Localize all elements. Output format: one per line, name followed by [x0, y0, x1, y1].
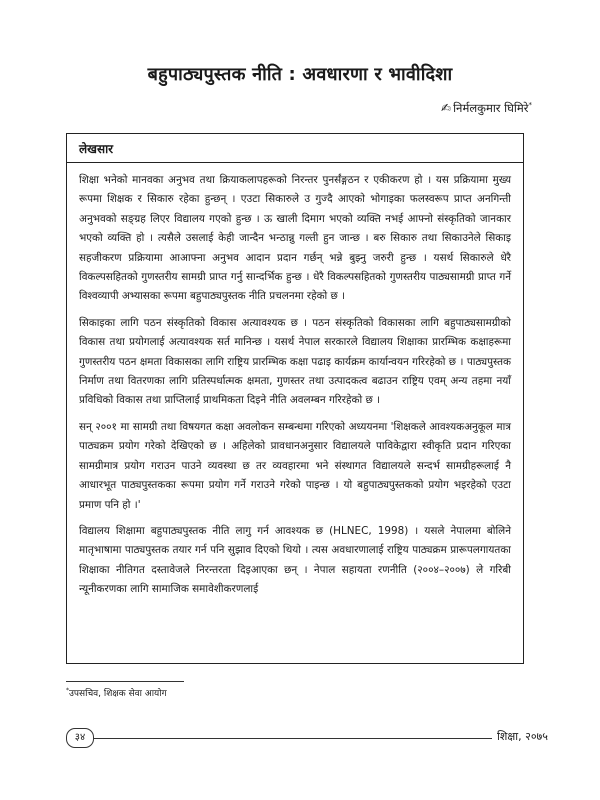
author-footnote-mark: *: [528, 101, 532, 110]
author-line: [441, 101, 532, 116]
footnote-divider: [66, 681, 184, 682]
abstract-heading: लेखसार: [79, 142, 114, 156]
abstract-box: [66, 133, 524, 664]
abstract-paragraph-3: सन् २००१ मा सामग्री तथा विषयगत कक्षा अवलोकन सम्बन्धमा गरिएको अध्ययनमा 'शिक्षकले आवश्यकअनुकूल मात्र पाठ्यक्रम प्रयोग गरेको देखिएको छ । अहिलेको प्रावधानअनुसार विद्यालयले पाविकेद्वारा स्वीकृति प्रदान गरिएका सामग्रीमात्र प्रयोग गराउन पाउने व्यवस्था छ तर व्यवहारमा भने संस्थागत विद्यालयले सन्दर्भ सामग्रीहरूलाई नै आधारभूत पाठ्यपुस्तकका रूपमा प्रयोग गर्ने गराउने गरेको पाइन्छ । यो बहुपाठ्यपुस्तकको प्रयोग भइरहेको एउटा प्रमाण पनि हो ।': [79, 420, 511, 511]
page-number: ३४: [66, 728, 94, 748]
footnote-text: उपसचिव, शिक्षक सेवा आयोग: [69, 689, 167, 699]
footnote: [66, 686, 167, 699]
author-name: निर्मलकुमार घिमिरे: [453, 101, 529, 115]
abstract-paragraph-1: शिक्षा भनेको मानवका अनुभव तथा क्रियाकलापहरूको निरन्तर पुनर्संङ्गठन र एकीकरण हो । यस प्रक्रियामा मुख्य रूपमा शिक्षक र सिकारु रहेका हुन्छन् । एउटा सिकारुले उ गुज्दै आएको भोगाइका फलस्वरूप प्राप्त अनगिन्ती अनुभवको सङ्ग्रह लिएर विद्यालय गएको हुन्छ । ऊ खाली दिमाग भएको व्यक्ति नभई आफ्नो संस्कृतिको जानकार भएको व्यक्ति हो । त्यसैले उसलाई केही जान्दैन भन्ठान्नु गल्ती हुन जान्छ । बरु सिकारु तथा सिकाउनेले सिकाइ सहजीकरण प्रक्रियामा आआफ्ना अनुभव आदान प्रदान गर्छन् भन्ने बुझ्नु जरुरी हुन्छ । यसर्थ सिकारुले धेरै विकल्पसहितको गुणस्तरीय सामग्री प्राप्त गर्नु सान्दर्भिक हुन्छ । धेरै विकल्पसहितको गुणस्तरीय पाठ्यसामग्री प्राप्त गर्ने विश्वव्यापी अभ्यासका रूपमा बहुपाठ्यपुस्तक नीति प्रचलनमा रहेको छ ।: [79, 174, 511, 303]
abstract-divider: [67, 162, 523, 163]
abstract-paragraph-4: विद्यालय शिक्षामा बहुपाठ्यपुस्तक नीति लागु गर्न आवश्यक छ (HLNEC, 1998) । यसले नेपालमा बोलिने मातृभाषामा पाठ्यपुस्तक तयार गर्न पनि सुझाव दिएको थियो । त्यस अवधारणालाई राष्ट्रिय पाठ्यक्रम प्रारूपलगायतका शिक्षाका नीतिगत दस्तावेजले निरन्तरता दिइआएका छन् । नेपाल सहायता रणनीति (२००४–२००७) ले गरिबी न्यूनीकरणका लागि सामाजिक समावेशीकरणलाई: [79, 524, 511, 596]
journal-name: शिक्षा, २०७५: [492, 729, 548, 744]
abstract-paragraph-2: सिकाइका लागि पठन संस्कृतिको विकास अत्यावश्यक छ । पठन संस्कृतिको विकासका लागि बहुपाठ्यसामग्रीको विकास तथा प्रयोगलाई अत्यावश्यक सर्त मानिन्छ । यसर्थ नेपाल सरकारले विद्यालय शिक्षाका प्रारम्भिक कक्षाहरूमा गुणस्तरीय पठन क्षमता विकासका लागि राष्ट्रिय प्रारम्भिक कक्षा पढाइ कार्यक्रम कार्यान्वयन गरिरहेको छ । पाठ्यपुस्तक निर्माण तथा वितरणका लागि प्रतिस्पर्धात्मक क्षमता, गुणस्तर तथा उत्पादकत्व बढाउन राष्ट्रिय एवम् अन्य तहमा नयाँ प्रविधिको विकास तथा प्राप्तिलाई प्राथमिकता दिइने नीति अवलम्बन गरिरहेको छ ।: [79, 316, 511, 407]
footnote-mark: *: [66, 687, 69, 694]
footer-rule: [86, 738, 522, 739]
article-title: बहुपाठ्यपुस्तक नीति : अवधारणा र भावीदिशा: [147, 64, 453, 85]
pen-icon: ✍: [441, 101, 452, 115]
